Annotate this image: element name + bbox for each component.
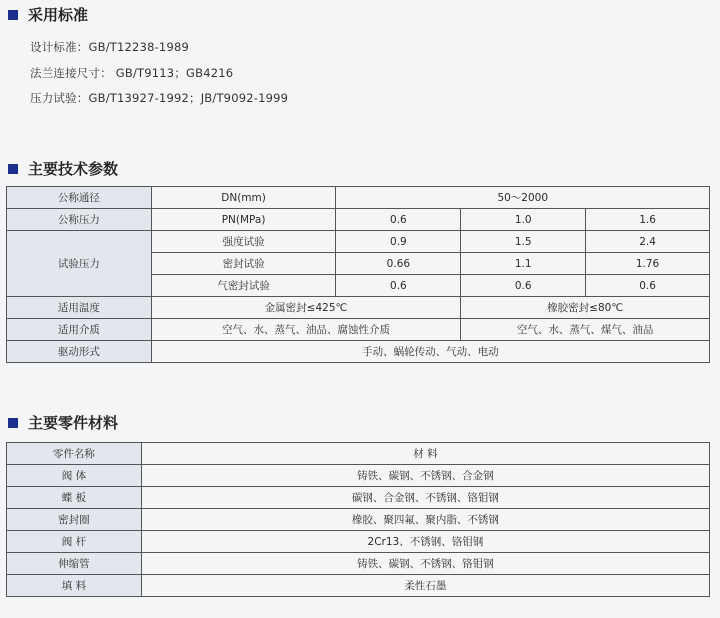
nominal-pressure-unit: PN(MPa) [151,209,336,231]
part-material: 柔性石墨 [141,575,709,597]
test-value: 0.6 [336,275,461,297]
part-name: 伸缩管 [7,553,142,575]
nominal-diameter-unit: DN(mm) [151,187,336,209]
parts-title: 主要零件材料 [28,414,119,432]
part-material: 铸铁、碳钢、不锈钢、合金钢 [141,465,709,487]
rubber-seal-temperature: 橡胶密封≤80℃ [461,297,710,319]
table-row [7,509,710,531]
tech-title: 主要技术参数 [28,160,119,178]
square-bullet-icon [8,164,18,174]
part-name: 阀 体 [7,465,142,487]
test-value: 1.1 [461,253,586,275]
air-seal-test-label: 气密封试验 [151,275,336,297]
part-name: 密封圈 [7,509,142,531]
table-row [7,553,710,575]
standards-section-title [8,4,88,25]
test-value: 0.6 [586,275,710,297]
table-row [7,209,710,231]
test-pressure-label: 试验压力 [7,231,152,297]
parts-section-title [8,412,118,433]
rubber-seal-medium: 空气、水、蒸气、煤气、油品 [461,319,710,341]
part-material: 2Cr13、不锈钢、铬钼钢 [141,531,709,553]
part-name: 阀 杆 [7,531,142,553]
pressure-value: 0.6 [336,209,461,231]
part-material: 橡胶、聚四氟、聚内脂、不锈钢 [141,509,709,531]
test-value: 0.9 [336,231,461,253]
tech-section-title [8,158,118,179]
table-row [7,465,710,487]
parts-materials-table [6,442,710,597]
nominal-diameter-label: 公称通径 [7,187,152,209]
metal-seal-medium: 空气、水、蒸气、油品、腐蚀性介质 [151,319,461,341]
table-row [7,231,710,253]
table-row [7,341,710,363]
medium-label: 适用介质 [7,319,152,341]
standards-title: 采用标准 [28,6,89,24]
design-standard: 设计标准：GB/T12238-1989 [30,40,189,54]
temperature-label: 适用温度 [7,297,152,319]
nominal-diameter-value: 50～2000 [336,187,710,209]
drive-value: 手动、蜗轮传动、气动、电动 [151,341,709,363]
metal-seal-temperature: 金属密封≤425℃ [151,297,461,319]
nominal-pressure-label: 公称压力 [7,209,152,231]
pressure-value: 1.6 [586,209,710,231]
table-row [7,319,710,341]
square-bullet-icon [8,418,18,428]
drive-label: 驱动形式 [7,341,152,363]
square-bullet-icon [8,10,18,20]
pressure-test-standard: 压力试验：GB/T13927-1992；JB/T9092-1999 [30,91,289,105]
flange-standard: 法兰连接尺寸： GB/T9113；GB4216 [30,66,234,80]
test-value: 0.66 [336,253,461,275]
test-value: 1.5 [461,231,586,253]
part-name-header: 零件名称 [7,443,142,465]
table-row [7,443,710,465]
seal-test-label: 密封试验 [151,253,336,275]
table-row [7,575,710,597]
tech-params-table [6,186,710,363]
part-material: 铸铁、碳钢、不锈钢、铬钼钢 [141,553,709,575]
part-name: 填 料 [7,575,142,597]
part-material: 碳钢、合金钢、不锈钢、铬钼钢 [141,487,709,509]
test-value: 0.6 [461,275,586,297]
test-value: 1.76 [586,253,710,275]
material-header: 材 料 [141,443,709,465]
table-row [7,187,710,209]
part-name: 蝶 板 [7,487,142,509]
pressure-value: 1.0 [461,209,586,231]
table-row [7,531,710,553]
table-row [7,297,710,319]
strength-test-label: 强度试验 [151,231,336,253]
table-row [7,487,710,509]
test-value: 2.4 [586,231,710,253]
